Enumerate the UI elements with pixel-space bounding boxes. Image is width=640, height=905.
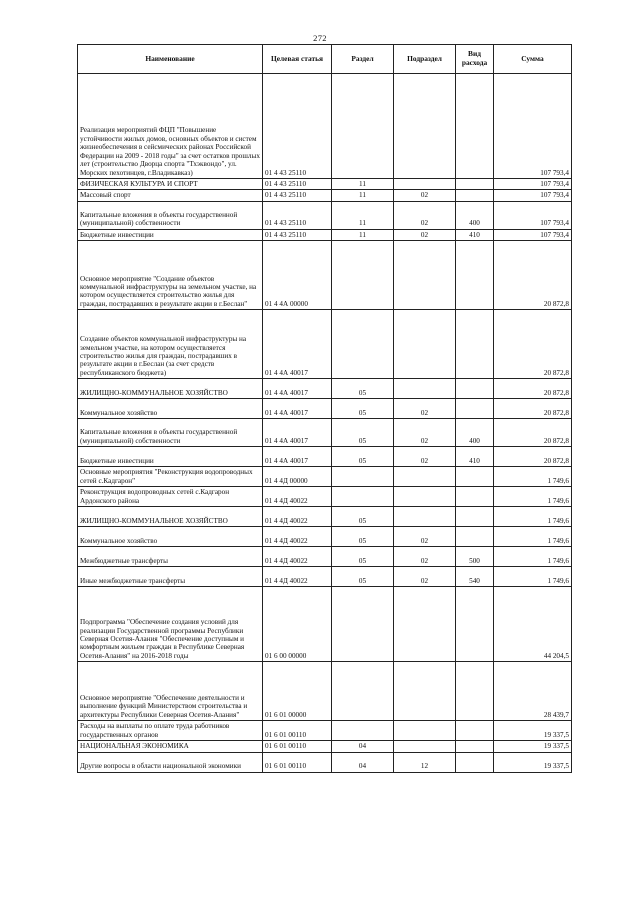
- cell-section: 11: [332, 201, 394, 229]
- cell-subsection: 02: [394, 419, 456, 447]
- cell-sum: 107 793,4: [494, 74, 572, 179]
- cell-expense-type: 400: [456, 201, 494, 229]
- cell-name: ЖИЛИЩНО-КОММУНАЛЬНОЕ ХОЗЯЙСТВО: [78, 379, 263, 399]
- cell-subsection: [394, 741, 456, 752]
- table-row: [78, 419, 572, 447]
- header-subsection: Подраздел: [394, 45, 456, 74]
- cell-article: 01 4 43 25110: [263, 201, 332, 229]
- cell-expense-type: [456, 310, 494, 379]
- cell-article: 01 6 01 00110: [263, 721, 332, 741]
- table-row: [78, 587, 572, 662]
- cell-name: ФИЗИЧЕСКАЯ КУЛЬТУРА И СПОРТ: [78, 179, 263, 190]
- cell-article: 01 4 4А 40017: [263, 447, 332, 467]
- cell-article: 01 4 4Д 40022: [263, 527, 332, 547]
- table-row: [78, 741, 572, 752]
- cell-expense-type: [456, 487, 494, 507]
- cell-name: Капитальные вложения в объекты государственной (муниципальной) собственности: [78, 201, 263, 229]
- cell-section: 05: [332, 379, 394, 399]
- cell-expense-type: 410: [456, 229, 494, 240]
- cell-sum: 1 749,6: [494, 567, 572, 587]
- cell-subsection: [394, 241, 456, 310]
- cell-sum: 20 872,8: [494, 379, 572, 399]
- table-row: [78, 310, 572, 379]
- cell-name: Основное мероприятие "Создание объектов коммунальной инфраструктуры на земельном участке, на котором осуществляется строительство жилья для граждан, пострадавших в результате акции в г.Беслан": [78, 241, 263, 310]
- cell-article: 01 6 01 00110: [263, 752, 332, 772]
- cell-article: 01 4 4А 00000: [263, 241, 332, 310]
- cell-name: Бюджетные инвестиции: [78, 447, 263, 467]
- cell-subsection: [394, 74, 456, 179]
- cell-subsection: 02: [394, 399, 456, 419]
- cell-article: 01 4 4Д 40022: [263, 507, 332, 527]
- table-row: [78, 190, 572, 201]
- table-row: [78, 241, 572, 310]
- cell-sum: 107 793,4: [494, 190, 572, 201]
- cell-expense-type: [456, 527, 494, 547]
- cell-name: Подпрограмма "Обеспечение создания условий для реализации Государственной программы Республики Северная Осетия-Алания "Обеспечение доступным и комфортным жильем граждан в Республике Северная Осетия-Алания" на 2016-2018 годы: [78, 587, 263, 662]
- cell-section: 04: [332, 752, 394, 772]
- cell-section: [332, 467, 394, 487]
- cell-sum: 107 793,4: [494, 229, 572, 240]
- cell-article: 01 4 43 25110: [263, 179, 332, 190]
- cell-expense-type: [456, 507, 494, 527]
- cell-sum: 1 749,6: [494, 507, 572, 527]
- cell-sum: 1 749,6: [494, 547, 572, 567]
- cell-article: 01 6 01 00000: [263, 662, 332, 721]
- budget-table: [77, 44, 572, 773]
- header-sum: Сумма: [494, 45, 572, 74]
- header-section: Раздел: [332, 45, 394, 74]
- cell-name: Основное мероприятие "Обеспечение деятельности и выполнение функций Министерством строительства и архитектуры Республики Северная Осетия-Алания": [78, 662, 263, 721]
- header-expense-type: Вид расхода: [456, 45, 494, 74]
- table-row: [78, 752, 572, 772]
- cell-name: Массовый спорт: [78, 190, 263, 201]
- table-row: [78, 662, 572, 721]
- cell-section: [332, 721, 394, 741]
- cell-subsection: 02: [394, 201, 456, 229]
- table-row: [78, 229, 572, 240]
- cell-article: 01 4 43 25110: [263, 190, 332, 201]
- cell-article: 01 4 4Д 00000: [263, 467, 332, 487]
- cell-sum: 20 872,8: [494, 447, 572, 467]
- cell-expense-type: [456, 752, 494, 772]
- cell-sum: 1 749,6: [494, 487, 572, 507]
- cell-expense-type: [456, 379, 494, 399]
- table-row: [78, 201, 572, 229]
- cell-subsection: 02: [394, 447, 456, 467]
- table-row: [78, 447, 572, 467]
- cell-sum: 20 872,8: [494, 419, 572, 447]
- cell-subsection: [394, 721, 456, 741]
- cell-section: [332, 310, 394, 379]
- cell-name: Другие вопросы в области национальной экономики: [78, 752, 263, 772]
- cell-article: 01 4 43 25110: [263, 229, 332, 240]
- cell-subsection: 02: [394, 567, 456, 587]
- page-number: 272: [313, 33, 327, 43]
- cell-article: 01 4 4Д 40022: [263, 567, 332, 587]
- table-row: [78, 567, 572, 587]
- cell-article: 01 4 4А 40017: [263, 379, 332, 399]
- cell-subsection: 02: [394, 229, 456, 240]
- cell-name: Межбюджетные трансферты: [78, 547, 263, 567]
- cell-name: Иные межбюджетные трансферты: [78, 567, 263, 587]
- cell-article: 01 6 01 00110: [263, 741, 332, 752]
- cell-sum: 1 749,6: [494, 527, 572, 547]
- cell-expense-type: [456, 241, 494, 310]
- cell-name: Основные мероприятия "Реконструкция водопроводных сетей с.Кадгарон": [78, 467, 263, 487]
- cell-article: 01 4 4Д 40022: [263, 547, 332, 567]
- cell-section: [332, 74, 394, 179]
- cell-section: 05: [332, 547, 394, 567]
- cell-section: 11: [332, 229, 394, 240]
- cell-sum: 1 749,6: [494, 467, 572, 487]
- cell-name: Бюджетные инвестиции: [78, 229, 263, 240]
- cell-expense-type: [456, 721, 494, 741]
- cell-section: 05: [332, 399, 394, 419]
- table-row: [78, 547, 572, 567]
- cell-name: Реконструкция водопроводных сетей с.Кадгарон Ардонского района: [78, 487, 263, 507]
- table-row: [78, 487, 572, 507]
- cell-section: 05: [332, 419, 394, 447]
- header-article: Целевая статья: [263, 45, 332, 74]
- table-row: [78, 467, 572, 487]
- cell-name: Коммунальное хозяйство: [78, 399, 263, 419]
- cell-expense-type: [456, 399, 494, 419]
- cell-sum: 19 337,5: [494, 741, 572, 752]
- cell-expense-type: 500: [456, 547, 494, 567]
- cell-section: 05: [332, 447, 394, 467]
- cell-sum: 20 872,8: [494, 241, 572, 310]
- cell-name: Реализация мероприятий ФЦП "Повышение устойчивости жилых домов, основных объектов и систем жизнеобеспечения в сейсмических районах Российской Федерации на 2009 - 2018 годы" за счет остатков прошлых лет (строительство Дворца спорта "Тхэквондо", ул. Морских пехотинцев, г.Владикавказ): [78, 74, 263, 179]
- cell-expense-type: [456, 662, 494, 721]
- cell-section: 05: [332, 527, 394, 547]
- cell-article: 01 4 4А 40017: [263, 310, 332, 379]
- cell-subsection: [394, 587, 456, 662]
- cell-expense-type: [456, 741, 494, 752]
- cell-expense-type: [456, 179, 494, 190]
- cell-expense-type: [456, 587, 494, 662]
- table-row: [78, 74, 572, 179]
- cell-section: 11: [332, 179, 394, 190]
- cell-expense-type: 400: [456, 419, 494, 447]
- cell-sum: 20 872,8: [494, 310, 572, 379]
- cell-subsection: [394, 379, 456, 399]
- cell-name: Создание объектов коммунальной инфраструктуры на земельном участке, на котором осуществляется строительство жилья для граждан, пострадавших в результате акции в г.Беслан (за счет средств республиканского бюджета): [78, 310, 263, 379]
- cell-section: [332, 241, 394, 310]
- cell-subsection: [394, 662, 456, 721]
- cell-section: 04: [332, 741, 394, 752]
- table-row: [78, 399, 572, 419]
- cell-subsection: [394, 179, 456, 190]
- cell-article: 01 4 43 25110: [263, 74, 332, 179]
- cell-name: Расходы на выплаты по оплате труда работников государственных органов: [78, 721, 263, 741]
- cell-section: [332, 587, 394, 662]
- cell-sum: 28 439,7: [494, 662, 572, 721]
- table-row: [78, 379, 572, 399]
- cell-expense-type: [456, 74, 494, 179]
- cell-expense-type: [456, 190, 494, 201]
- cell-article: 01 4 4Д 40022: [263, 487, 332, 507]
- cell-subsection: [394, 507, 456, 527]
- cell-section: [332, 662, 394, 721]
- cell-subsection: [394, 467, 456, 487]
- cell-sum: 19 337,5: [494, 721, 572, 741]
- cell-subsection: 12: [394, 752, 456, 772]
- cell-subsection: 02: [394, 190, 456, 201]
- table-row: [78, 527, 572, 547]
- header-name: Наименование: [78, 45, 263, 74]
- cell-section: 05: [332, 567, 394, 587]
- table-row: [78, 721, 572, 741]
- cell-expense-type: 410: [456, 447, 494, 467]
- cell-subsection: [394, 487, 456, 507]
- cell-sum: 107 793,4: [494, 179, 572, 190]
- cell-sum: 107 793,4: [494, 201, 572, 229]
- cell-name: Коммунальное хозяйство: [78, 527, 263, 547]
- cell-sum: 19 337,5: [494, 752, 572, 772]
- cell-subsection: [394, 310, 456, 379]
- cell-sum: 44 204,5: [494, 587, 572, 662]
- cell-subsection: 02: [394, 547, 456, 567]
- cell-expense-type: 540: [456, 567, 494, 587]
- cell-article: 01 4 4А 40017: [263, 419, 332, 447]
- cell-section: 11: [332, 190, 394, 201]
- cell-subsection: 02: [394, 527, 456, 547]
- cell-section: [332, 487, 394, 507]
- table-row: [78, 179, 572, 190]
- cell-article: 01 4 4А 40017: [263, 399, 332, 419]
- table-header-row: [78, 45, 572, 74]
- cell-expense-type: [456, 467, 494, 487]
- cell-sum: 20 872,8: [494, 399, 572, 419]
- cell-name: ЖИЛИЩНО-КОММУНАЛЬНОЕ ХОЗЯЙСТВО: [78, 507, 263, 527]
- cell-article: 01 6 00 00000: [263, 587, 332, 662]
- table-row: [78, 507, 572, 527]
- cell-name: Капитальные вложения в объекты государственной (муниципальной) собственности: [78, 419, 263, 447]
- cell-section: 05: [332, 507, 394, 527]
- cell-name: НАЦИОНАЛЬНАЯ ЭКОНОМИКА: [78, 741, 263, 752]
